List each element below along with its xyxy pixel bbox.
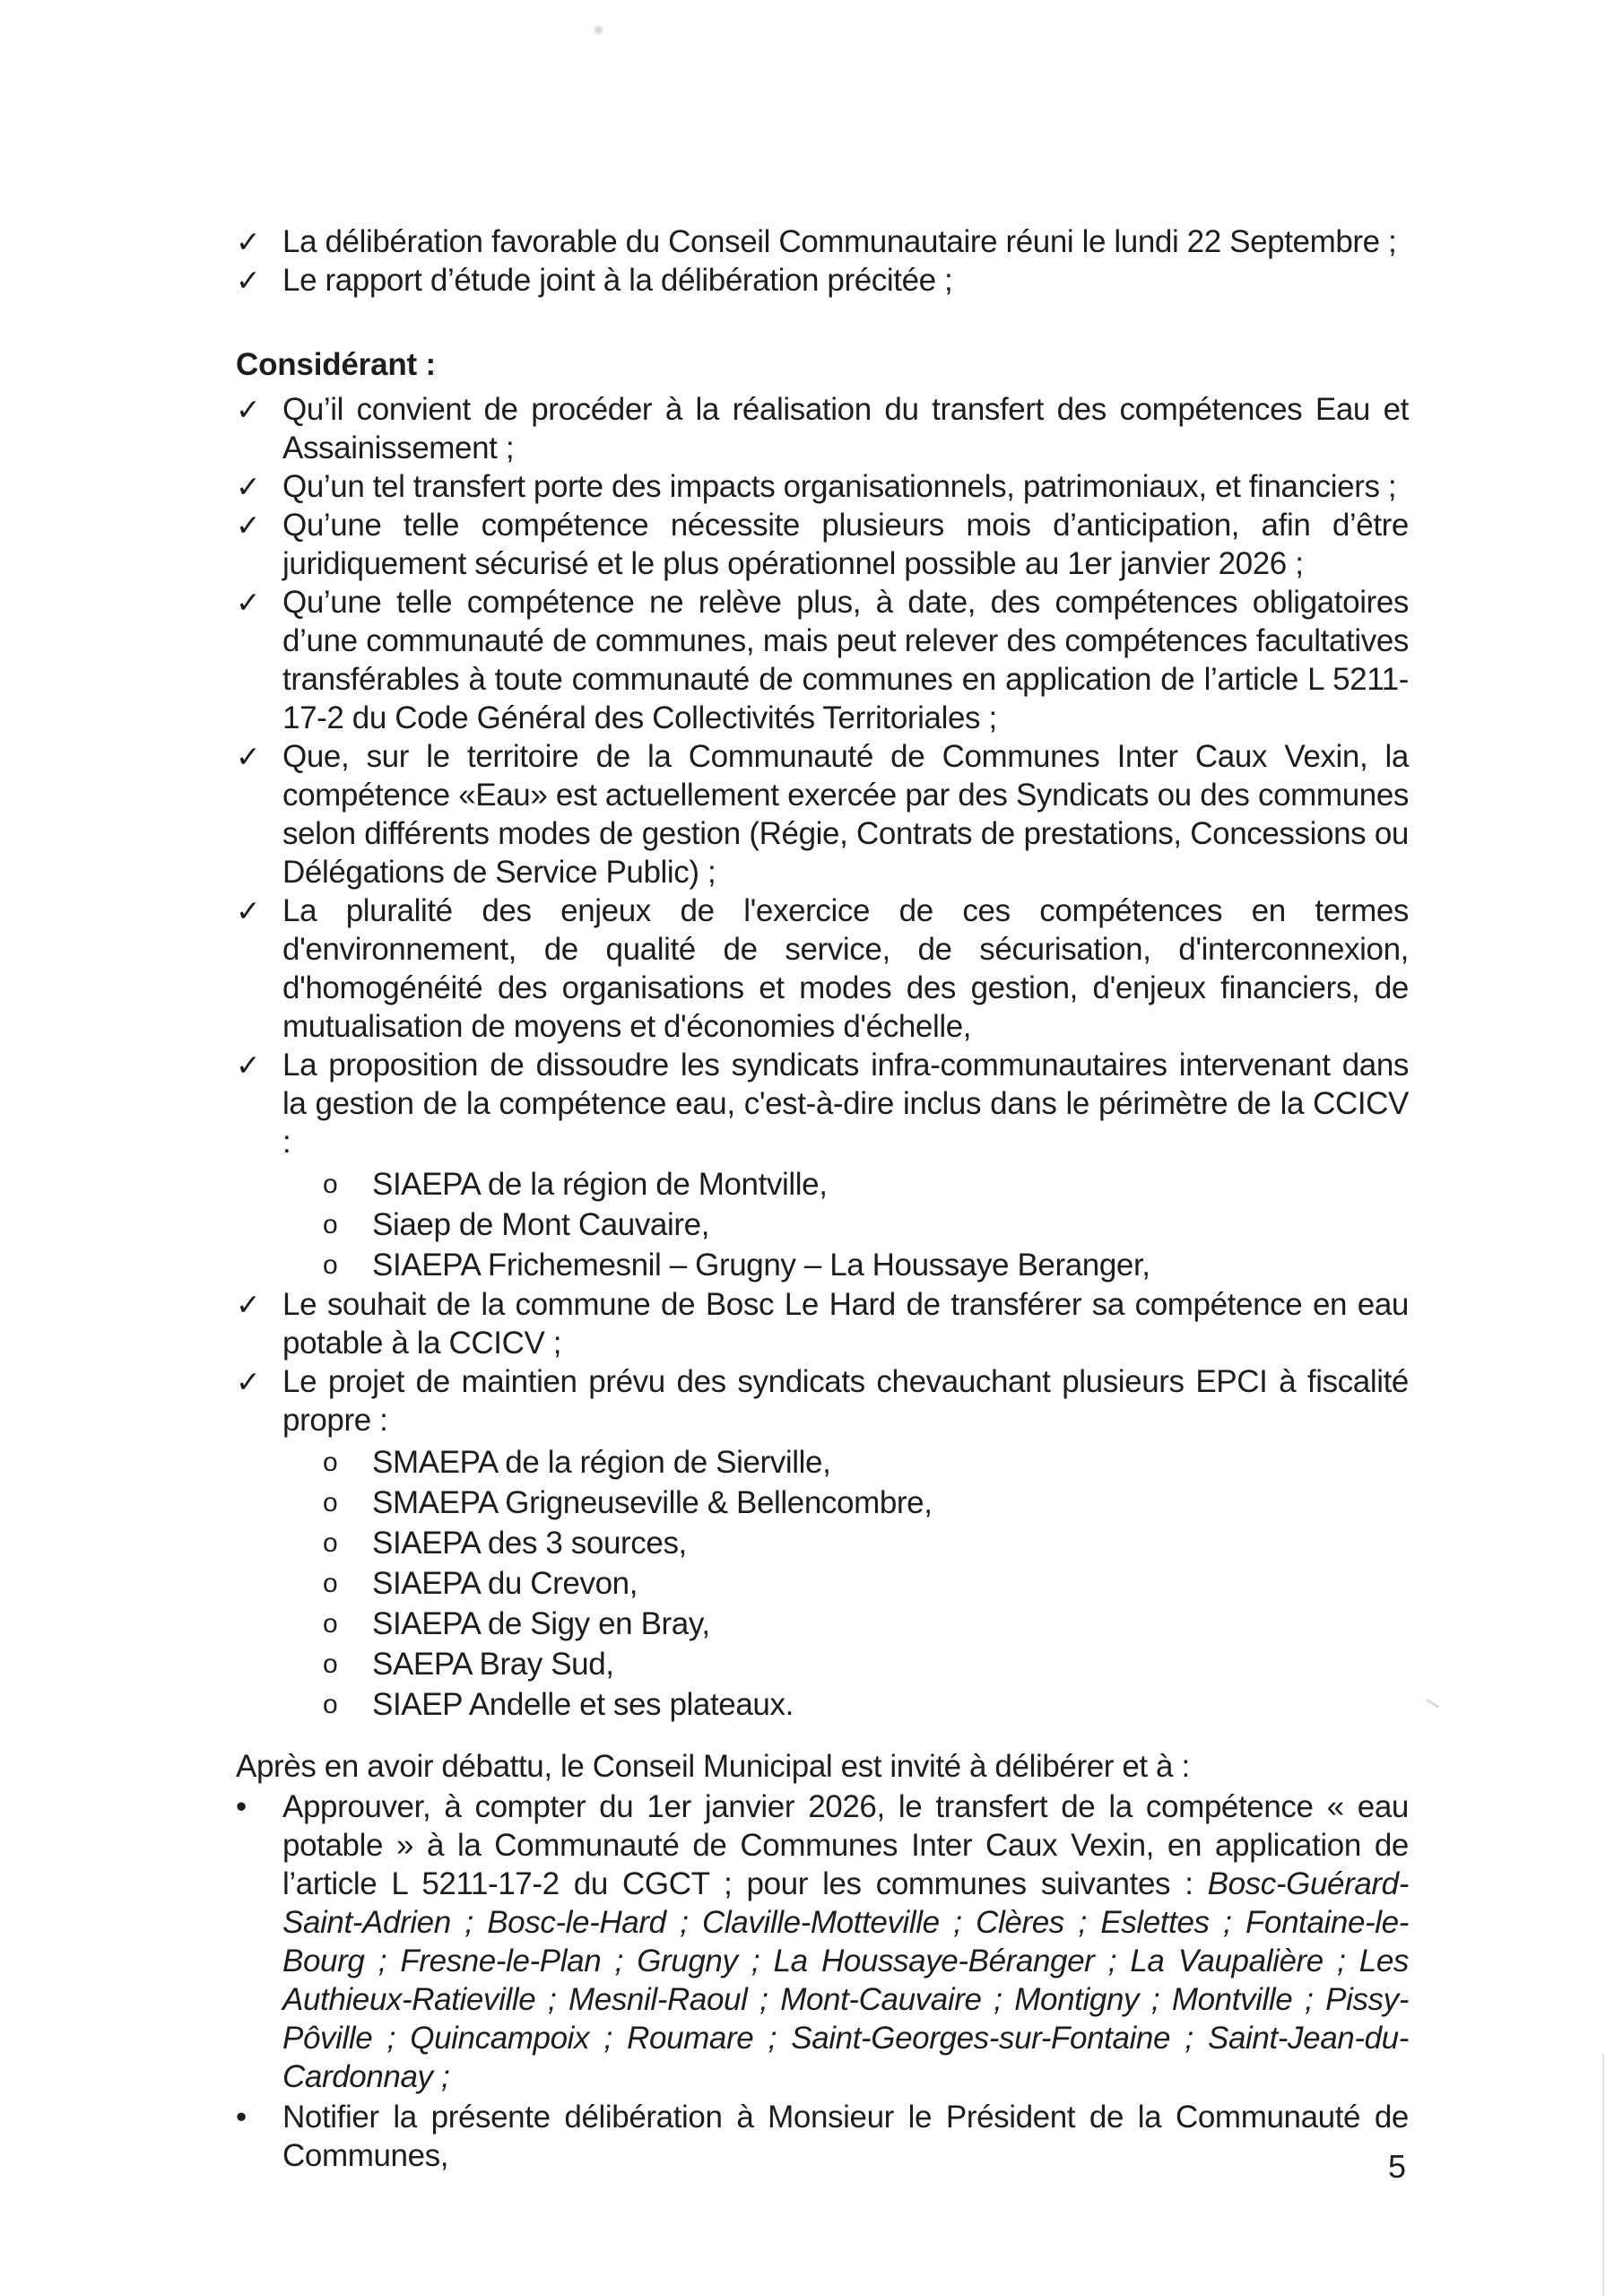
check-icon: ✓: [236, 225, 261, 258]
paragraph: [282, 2098, 1409, 2175]
sub-list-item: [323, 1604, 1409, 1644]
check-icon: ✓: [236, 740, 261, 773]
sub-list: [236, 1442, 1409, 1725]
circle-bullet-icon: o: [323, 1569, 338, 1598]
paragraph: La proposition de dissoudre les syndicats infra-communautaires intervenant dans la gestion de la compétence eau, c'est-à-dire inclus dans le périmètre de la CCICV :: [282, 1048, 1409, 1160]
circle-bullet-icon: o: [323, 1250, 338, 1280]
paragraph: Siaep de Mont Cauvaire,: [372, 1207, 710, 1242]
scan-speckle-dot: [595, 26, 603, 34]
considerant-heading: Considérant :: [236, 347, 436, 382]
paragraph: Le rapport d’étude joint à la délibération précitée ;: [282, 263, 953, 298]
bullet-icon: •: [236, 1789, 247, 1824]
list-item: [236, 390, 1409, 467]
deliberation-intro: Après en avoir débattu, le Conseil Municipal est invité à délibérer et à :: [236, 1749, 1190, 1784]
paragraph: Que, sur le territoire de la Communauté de Communes Inter Caux Vexin, la compétence «Eau» est actuellement exercée par des Syndicats ou des communes selon différents modes de gestion (Régie, Contrats de prestations, Concessions ou Délégations de Service Public) ;: [282, 739, 1409, 890]
list-item: [236, 467, 1409, 506]
check-icon: ✓: [236, 894, 261, 927]
check-icon: ✓: [236, 586, 261, 619]
sub-list-item: [323, 1684, 1409, 1725]
check-icon: ✓: [236, 264, 261, 297]
paragraph: La délibération favorable du Conseil Communautaire réuni le lundi 22 Septembre ;: [282, 224, 1397, 259]
sub-list-item: [323, 1483, 1409, 1523]
paragraph: Qu’une telle compétence nécessite plusieurs mois d’anticipation, afin d’être juridiquement sécurisé et le plus opérationnel possible au 1er janvier 2026 ;: [282, 508, 1409, 581]
check-icon: ✓: [236, 1288, 261, 1321]
circle-bullet-icon: o: [323, 1649, 338, 1679]
list-item: [236, 1787, 1409, 2096]
sub-list: [236, 1164, 1409, 1285]
circle-bullet-icon: o: [323, 1170, 338, 1199]
paragraph: Qu’il convient de procéder à la réalisation du transfert des compétences Eau et Assainissement ;: [282, 392, 1409, 465]
paragraph: SMAEPA Grigneuseville & Bellencombre,: [372, 1485, 933, 1520]
list-item: [236, 261, 1409, 300]
sub-list-item: [323, 1245, 1409, 1285]
check-icon: ✓: [236, 1048, 261, 1082]
paragraph: SIAEPA des 3 sources,: [372, 1526, 687, 1561]
paragraph: Le projet de maintien prévu des syndicats chevauchant plusieurs EPCI à fiscalité propre :: [282, 1364, 1409, 1438]
circle-bullet-icon: o: [323, 1210, 338, 1239]
sub-list-item: [323, 1205, 1409, 1245]
sub-list-item: [323, 1442, 1409, 1483]
paragraph: Qu’une telle compétence ne relève plus, à date, des compétences obligatoires d’une communauté de communes, mais peut relever des compétences facultatives transférables à toute communauté de communes en application de l’article L 5211-17-2 du Code Général des Collectivités Territoriales ;: [282, 585, 1409, 735]
paragraph: Qu’un tel transfert porte des impacts organisationnels, patrimoniaux, et financiers ;: [282, 469, 1397, 504]
circle-bullet-icon: o: [323, 1528, 338, 1558]
sub-list-item: [323, 1164, 1409, 1205]
check-icon: ✓: [236, 509, 261, 542]
paragraph: SIAEPA de Sigy en Bray,: [372, 1606, 710, 1641]
list-item: [236, 583, 1409, 737]
resolution-lead-text: Notifier la présente délibération à Monsieur le Président de la Communauté de Communes,: [282, 2100, 1409, 2173]
check-icon: ✓: [236, 1365, 261, 1398]
list-item: [236, 222, 1409, 261]
paragraph: La pluralité des enjeux de l'exercice de ces compétences en termes d'environnement, de qualité de service, de sécurisation, d'interconnexion, d'homogénéité des organisations et modes des gestion, d'enjeux financiers, de mutualisation de moyens et d'économies d'échelle,: [282, 893, 1409, 1044]
document-body: [236, 222, 1409, 2175]
communes-italic-list: Bosc-Guérard-Saint-Adrien ; Bosc-le-Hard ; Claville-Motteville ; Clères ; Eslettes ; Fontaine-le-Bourg ; Fresne-le-Plan ; Grugny ; La Houssaye-Béranger ; La Vaupalière ; Les Authieux-Ratieville ; Mesnil-Raoul ; Mont-Cauvaire ; Montigny ; Montville ; Pissy-Pôville ; Quincampoix ; Roumare ; Saint-Georges-sur-Fontaine ; Saint-Jean-du-Cardonnay ;: [282, 1866, 1409, 2094]
list-item: [236, 2098, 1409, 2175]
list-item: [236, 1362, 1409, 1439]
circle-bullet-icon: o: [323, 1488, 338, 1518]
list-item: [236, 1046, 1409, 1161]
list-item: [236, 891, 1409, 1046]
page-number: 5: [1388, 2148, 1406, 2185]
list-item: [236, 506, 1409, 583]
paragraph: Le souhait de la commune de Bosc Le Hard de transférer sa compétence en eau potable à la CCICV ;: [282, 1287, 1409, 1361]
paragraph: SIAEPA de la région de Montville,: [372, 1167, 828, 1202]
resolution-lead-text: Approuver, à compter du 1er janvier 2026, le transfert de la compétence « eau potable » à la Communauté de Communes Inter Caux Vexin, en application de l’article L 5211-17-2 du CGCT ; pour les communes suivantes :: [282, 1789, 1409, 1901]
scan-speckle-stroke: [1426, 1699, 1439, 1709]
check-icon: ✓: [236, 470, 261, 503]
bullet-icon: •: [236, 2100, 247, 2135]
circle-bullet-icon: o: [323, 1448, 338, 1477]
sub-list-item: [323, 1563, 1409, 1604]
paragraph: SIAEP Andelle et ses plateaux.: [372, 1687, 794, 1722]
circle-bullet-icon: o: [323, 1690, 338, 1719]
scan-edge-line: [1602, 2054, 1604, 2296]
sub-list-item: [323, 1644, 1409, 1684]
paragraph: SIAEPA Frichemesnil – Grugny – La Houssaye Beranger,: [372, 1248, 1150, 1283]
paragraph: SAEPA Bray Sud,: [372, 1647, 614, 1682]
paragraph: SMAEPA de la région de Sierville,: [372, 1445, 831, 1480]
circle-bullet-icon: o: [323, 1609, 338, 1639]
list-item: [236, 1285, 1409, 1362]
sub-list-item: [323, 1523, 1409, 1563]
check-icon: ✓: [236, 393, 261, 426]
list-item: [236, 737, 1409, 891]
paragraph: [282, 1787, 1409, 2096]
paragraph: SIAEPA du Crevon,: [372, 1566, 638, 1601]
